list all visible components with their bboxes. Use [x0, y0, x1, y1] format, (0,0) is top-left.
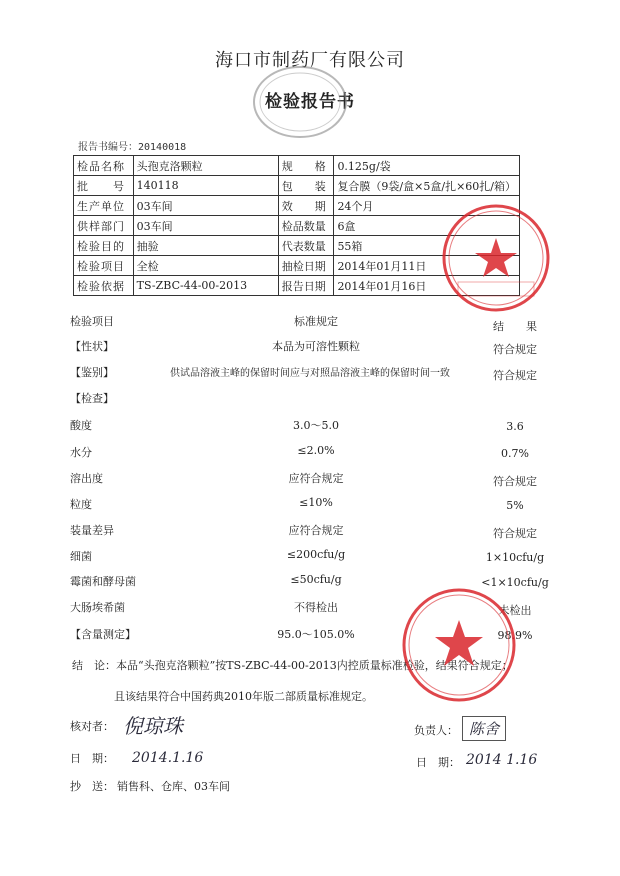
date-right: 2014 1.16 — [466, 752, 538, 768]
info-value: 24个月 — [334, 196, 520, 216]
checker-label: 核对者： — [70, 720, 114, 733]
result-value: 1×10cfu/g — [485, 551, 545, 564]
info-label: 检验项目 — [74, 256, 134, 276]
result-row — [0, 364, 620, 384]
info-value: 55箱 — [334, 236, 520, 256]
date-label-right: 日 期： — [416, 756, 460, 769]
result-standard: ≤50cfu/g — [290, 573, 342, 586]
result-value: <1×10cfu/g — [481, 576, 549, 589]
info-label: 抽检日期 — [278, 256, 334, 276]
supplier-quality-stamp — [400, 586, 518, 704]
result-standard: ≤10% — [299, 496, 333, 509]
company-name: 海口市制药厂有限公司 — [215, 50, 405, 71]
result-row — [0, 573, 620, 593]
result-row — [0, 390, 620, 410]
result-row — [0, 444, 620, 464]
result-item: 细菌 — [70, 550, 92, 563]
info-value: TS-ZBC-44-00-2013 — [133, 276, 278, 296]
result-row — [0, 599, 620, 619]
result-value: 符合规定 — [493, 369, 537, 382]
result-value: 符合规定 — [493, 343, 537, 356]
info-label: 代表数量 — [278, 236, 334, 256]
cc-label: 抄 送： — [70, 780, 114, 793]
result-value: 符合规定 — [493, 475, 537, 488]
result-item: 【检查】 — [70, 392, 114, 405]
info-value: 0.125g/袋 — [334, 156, 520, 176]
info-label: 检验依据 — [74, 276, 134, 296]
info-value: 140118 — [133, 176, 278, 196]
info-label: 批 号 — [74, 176, 134, 196]
result-item: 大肠埃希菌 — [70, 601, 125, 614]
result-row — [0, 548, 620, 568]
result-item: 【鉴别】 — [70, 366, 114, 379]
result-item: 水分 — [70, 446, 92, 459]
result-row — [0, 522, 620, 542]
result-standard: 应符合规定 — [288, 524, 344, 537]
result-item: 酸度 — [70, 419, 92, 432]
result-item: 【性状】 — [70, 340, 114, 353]
info-value: 2014年01月16日 — [334, 276, 520, 296]
result-standard: 应符合规定 — [288, 472, 344, 485]
info-value: 抽验 — [133, 236, 278, 256]
result-row — [0, 496, 620, 516]
result-item: 粒度 — [70, 498, 92, 511]
info-value: 03车间 — [133, 196, 278, 216]
responsible-label: 负责人： — [414, 724, 458, 737]
date-left: 2014.1.16 — [132, 750, 204, 766]
result-row — [0, 338, 620, 358]
checker-signature: 倪琼珠 — [123, 714, 183, 738]
result-value: 98.9% — [497, 629, 533, 642]
result-standard: 不得检出 — [294, 601, 338, 614]
results-header — [0, 313, 620, 333]
report-number: 报告书编号：20140018 — [78, 142, 187, 153]
info-label: 包 装 — [278, 176, 334, 196]
info-label: 报告日期 — [278, 276, 334, 296]
result-item: 霉菌和酵母菌 — [70, 575, 136, 588]
info-value: 全检 — [133, 256, 278, 276]
result-row — [0, 470, 620, 490]
quality-management-stamp — [422, 202, 570, 314]
info-value: 复合膜（9袋/盒×5盒/扎×60扎/箱） — [334, 176, 520, 196]
result-value: 0.7% — [501, 447, 529, 460]
info-row — [74, 156, 520, 176]
info-label: 检品数量 — [278, 216, 334, 236]
result-item: 装量差异 — [70, 524, 114, 537]
header-result: 结 果 — [493, 320, 537, 333]
result-standard: ≤2.0% — [297, 444, 335, 457]
result-row — [0, 417, 620, 437]
document-title: 检验报告书 — [265, 92, 355, 112]
info-value: 6盒 — [334, 216, 520, 236]
info-label: 供样部门 — [74, 216, 134, 236]
info-label: 检验目的 — [74, 236, 134, 256]
result-standard: 3.0～5.0 — [293, 419, 339, 432]
cc-value: 销售科、仓库、03车间 — [117, 780, 230, 793]
info-label: 生产单位 — [74, 196, 134, 216]
result-row — [0, 626, 620, 646]
result-value: 3.6 — [506, 420, 524, 433]
result-value: 未检出 — [498, 604, 532, 617]
header-standard: 标准规定 — [294, 315, 338, 328]
conclusion-line1: 结 论：本品“头孢克洛颗粒”按TS-ZBC-44-00-2013内控质量标准检验，结果符合规定； — [72, 659, 513, 672]
info-label: 效 期 — [278, 196, 334, 216]
info-value: 头孢克洛颗粒 — [133, 156, 278, 176]
info-value: 2014年01月11日 — [334, 256, 520, 276]
result-value: 5% — [506, 499, 524, 512]
result-item: 溶出度 — [70, 472, 103, 485]
result-value: 符合规定 — [493, 527, 537, 540]
result-standard: 本品为可溶性颗粒 — [272, 340, 360, 353]
result-standard: ≤200cfu/g — [286, 548, 346, 561]
info-label: 检品名称 — [74, 156, 134, 176]
result-item: 【含量测定】 — [70, 628, 136, 641]
conclusion-line2: 且该结果符合中国药典2010年版二部质量标准规定。 — [114, 690, 373, 703]
info-value: 03车间 — [133, 216, 278, 236]
inspection-seal-stamp — [250, 62, 350, 142]
info-label: 规 格 — [278, 156, 334, 176]
date-label-left: 日 期： — [70, 752, 114, 765]
responsible-signature: 陈舍 — [462, 716, 506, 741]
info-row — [74, 176, 520, 196]
result-standard: 95.0～105.0% — [277, 628, 355, 641]
header-item: 检验项目 — [70, 315, 114, 328]
result-standard: 供试品溶液主峰的保留时间应与对照品溶液主峰的保留时间一致 — [170, 368, 450, 379]
